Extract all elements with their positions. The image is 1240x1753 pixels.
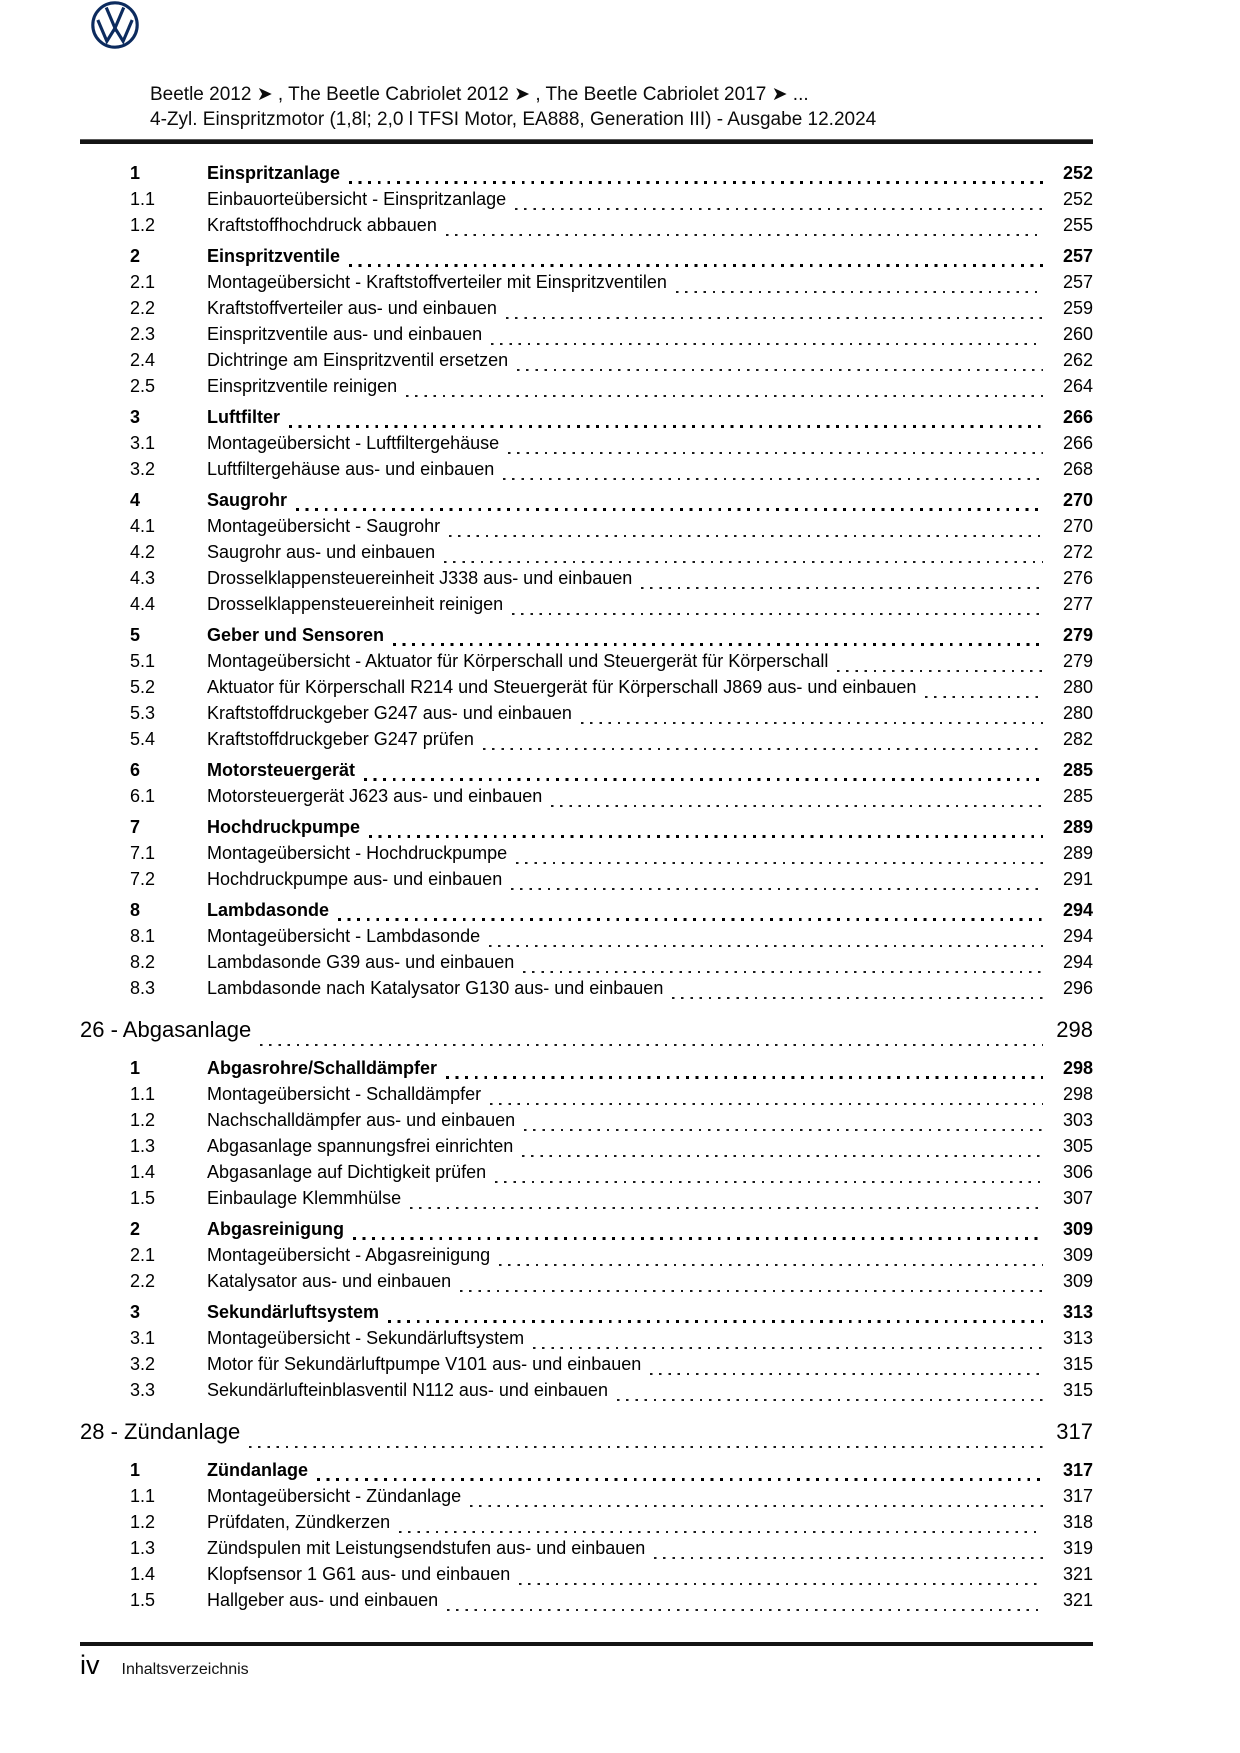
toc-entry-title: Zündspulen mit Leistungsendstufen aus- und einbauen <box>207 1538 646 1558</box>
toc-entry-row[interactable] <box>80 246 1093 272</box>
toc-entry-row[interactable] <box>80 625 1093 651</box>
toc-entry-title: Montageübersicht - Hochdruckpumpe <box>207 843 508 863</box>
toc-entry-title: Einspritzanlage <box>207 163 341 183</box>
toc-entry-title: Sekundärlufteinblasventil N112 aus- und einbauen <box>207 1380 608 1400</box>
footer-page-number: iv <box>80 1650 100 1680</box>
toc-entry-row[interactable] <box>80 1460 1093 1486</box>
toc-entry-title: Montageübersicht - Lambdasonde <box>207 926 481 946</box>
toc-entry-title: Lambdasonde nach Katalysator G130 aus- und einbauen <box>207 978 664 998</box>
toc-entry-page: 309 <box>1062 1219 1093 1239</box>
dot-leader <box>508 452 1043 454</box>
toc-entry-number: 3 <box>130 407 141 427</box>
toc-entry-number: 5 <box>130 625 141 645</box>
toc-entry-page: 270 <box>1062 516 1093 536</box>
toc-entry-number: 7.1 <box>130 843 156 863</box>
toc-entry-page: 313 <box>1062 1328 1093 1348</box>
toc-entry-row[interactable] <box>80 729 1093 755</box>
toc-entry-row[interactable] <box>80 1219 1093 1245</box>
dot-leader <box>512 613 1043 615</box>
toc-entry-number: 5.2 <box>130 677 156 697</box>
toc-entry-page: 277 <box>1062 594 1093 614</box>
toc-entry-row[interactable] <box>80 1590 1093 1616</box>
toc-entry-row[interactable] <box>80 843 1093 869</box>
toc-entry-title: Luftfilter <box>207 407 280 427</box>
toc-entry-row[interactable] <box>80 1328 1093 1354</box>
dot-leader <box>672 997 1043 999</box>
toc-entry-number: 2.1 <box>130 272 156 292</box>
toc-entry-number: 4.1 <box>130 516 156 536</box>
toc-entry-title: Einspritzventile reinigen <box>207 376 398 396</box>
toc-entry-title: Montageübersicht - Saugrohr <box>207 516 441 536</box>
dot-leader <box>289 425 1043 428</box>
toc-entry-row[interactable] <box>80 978 1093 1004</box>
toc-entry-number: 1.2 <box>130 215 156 235</box>
toc-entry-page: 279 <box>1062 625 1093 645</box>
toc-entry-row[interactable] <box>80 926 1093 952</box>
toc-chapter-row[interactable] <box>80 1419 1093 1455</box>
toc-entry-row[interactable] <box>80 516 1093 542</box>
toc-entry-title: Kraftstoffdruckgeber G247 prüfen <box>207 729 474 749</box>
dot-leader <box>483 748 1043 750</box>
toc-entry-title: Montageübersicht - Zündanlage <box>207 1486 462 1506</box>
dot-leader <box>499 1264 1043 1266</box>
toc-entry-title: Hallgeber aus- und einbauen <box>207 1590 439 1610</box>
toc-entry-title: Einbauorteübersicht - Einspritzanlage <box>207 189 507 209</box>
toc-entry-page: 268 <box>1062 459 1093 479</box>
toc-entry-row[interactable] <box>80 1380 1093 1406</box>
toc-entry-title: Montageübersicht - Aktuator für Körperschall und Steuergerät für Körperschall <box>207 651 829 671</box>
dot-leader <box>506 317 1043 319</box>
toc-entry-page: 309 <box>1062 1245 1093 1265</box>
toc-entry-title: Montageübersicht - Schalldämpfer <box>207 1084 482 1104</box>
toc-entry-title: Sekundärluftsystem <box>207 1302 380 1322</box>
toc-entry-row[interactable] <box>80 651 1093 677</box>
toc-entry-row[interactable] <box>80 869 1093 895</box>
toc-entry-page: 285 <box>1062 760 1093 780</box>
toc-entry-page: 260 <box>1062 324 1093 344</box>
toc-entry-page: 319 <box>1062 1538 1093 1558</box>
toc-entry-page: 317 <box>1062 1460 1093 1480</box>
dot-leader <box>260 1044 1043 1046</box>
toc-entry-row[interactable] <box>80 1084 1093 1110</box>
toc-entry-title: Kraftstoffhochdruck abbauen <box>207 215 437 235</box>
dot-leader <box>490 1103 1043 1105</box>
toc-entry-number: 1.2 <box>130 1110 156 1130</box>
toc-entry-title: Klopfsensor 1 G61 aus- und einbauen <box>207 1564 511 1584</box>
toc-entry-number: 4.2 <box>130 542 156 562</box>
toc-entry-page: 294 <box>1062 952 1093 972</box>
toc-entry-page: 285 <box>1062 786 1093 806</box>
dot-leader <box>533 1347 1043 1349</box>
toc-entry-number: 5.3 <box>130 703 156 723</box>
dot-leader <box>449 535 1043 537</box>
toc-entry-page: 291 <box>1062 869 1093 889</box>
toc-entry-number: 8.1 <box>130 926 156 946</box>
dot-leader <box>551 805 1043 807</box>
dot-leader <box>523 971 1043 973</box>
toc-entry-page: 252 <box>1062 163 1093 183</box>
toc-entry-row[interactable] <box>80 1538 1093 1564</box>
toc-entry-title: Einspritzventile aus- und einbauen <box>207 324 483 344</box>
toc-entry-row[interactable] <box>80 568 1093 594</box>
toc-entry-page: 276 <box>1062 568 1093 588</box>
page-footer <box>80 1642 1093 1680</box>
dot-leader <box>491 343 1043 345</box>
toc-entry-row[interactable] <box>80 1271 1093 1297</box>
dot-leader <box>393 643 1043 646</box>
toc-entry-title: Kraftstoffverteiler aus- und einbauen <box>207 298 497 318</box>
footer-line <box>80 1650 1093 1680</box>
toc-entry-row[interactable] <box>80 433 1093 459</box>
toc-entry-number: 2.2 <box>130 1271 156 1291</box>
toc-entry-number: 7.2 <box>130 869 156 889</box>
toc-entry-number: 5.4 <box>130 729 156 749</box>
toc-entry-row[interactable] <box>80 1354 1093 1380</box>
dot-leader <box>349 264 1043 267</box>
dot-leader <box>460 1290 1043 1292</box>
toc-entry-number: 1.5 <box>130 1590 156 1610</box>
toc-entry-number: 5.1 <box>130 651 156 671</box>
toc-entry-title: Dichtringe am Einspritzventil ersetzen <box>207 350 509 370</box>
toc-entry-page: 272 <box>1062 542 1093 562</box>
toc-entry-title: Motorsteuergerät <box>207 760 356 780</box>
toc-chapter-page: 298 <box>1056 1017 1093 1042</box>
toc-entry-title: Geber und Sensoren <box>207 625 385 645</box>
toc-entry-number: 2.3 <box>130 324 156 344</box>
toc-entry-number: 3.2 <box>130 1354 156 1374</box>
dot-leader <box>296 508 1043 511</box>
toc-entry-title: Aktuator für Körperschall R214 und Steuergerät für Körperschall J869 aus- und einbauen <box>207 677 917 697</box>
toc-chapter-label: 28 - Zündanlage <box>80 1419 241 1444</box>
toc-entry-page: 266 <box>1062 433 1093 453</box>
dot-leader <box>524 1129 1043 1131</box>
dot-leader <box>406 395 1043 397</box>
dot-leader <box>503 478 1043 480</box>
toc-entry-page: 303 <box>1062 1110 1093 1130</box>
toc-entry-page: 315 <box>1062 1354 1093 1374</box>
toc-entry-number: 4 <box>130 490 141 510</box>
toc-entry-page: 257 <box>1062 246 1093 266</box>
toc-entry-number: 2.1 <box>130 1245 156 1265</box>
toc-entry-number: 1.1 <box>130 1084 156 1104</box>
toc-entry-page: 296 <box>1062 978 1093 998</box>
toc-entry-title: Motor für Sekundärluftpumpe V101 aus- und einbauen <box>207 1354 642 1374</box>
toc-entry-row[interactable] <box>80 1245 1093 1271</box>
toc-chapter-page: 317 <box>1056 1419 1093 1444</box>
toc-entry-page: 282 <box>1062 729 1093 749</box>
toc-entry-page: 317 <box>1062 1486 1093 1506</box>
toc-entry-page: 252 <box>1062 189 1093 209</box>
dot-leader <box>410 1207 1043 1209</box>
toc-entry-page: 315 <box>1062 1380 1093 1400</box>
toc-entry-row[interactable] <box>80 952 1093 978</box>
toc-entry-page: 294 <box>1062 900 1093 920</box>
header-model-line: Beetle 2012 ➤ , The Beetle Cabriolet 2012 ➤ , The Beetle Cabriolet 2017 ➤ ... <box>150 84 809 105</box>
dot-leader <box>517 369 1043 371</box>
toc-entry-row[interactable] <box>80 1512 1093 1538</box>
toc-entry-row[interactable] <box>80 1302 1093 1328</box>
dot-leader <box>470 1505 1043 1507</box>
toc-entry-number: 8.2 <box>130 952 156 972</box>
toc-entry-row[interactable] <box>80 298 1093 324</box>
dot-leader <box>654 1557 1043 1559</box>
toc-entry-page: 257 <box>1062 272 1093 292</box>
toc-entry-title: Abgasrohre/Schalldämpfer <box>207 1058 438 1078</box>
dot-leader <box>369 835 1043 838</box>
dot-leader <box>349 181 1043 184</box>
toc-entry-number: 1.4 <box>130 1564 156 1584</box>
toc-entry-title: Einspritzventile <box>207 246 341 266</box>
toc-entry-number: 3.2 <box>130 459 156 479</box>
toc-entry-title: Montageübersicht - Sekundärluftsystem <box>207 1328 525 1348</box>
toc-entry-row[interactable] <box>80 1136 1093 1162</box>
dot-leader <box>515 208 1043 210</box>
dot-leader <box>364 778 1043 781</box>
dot-leader <box>617 1399 1043 1401</box>
toc-entry-page: 264 <box>1062 376 1093 396</box>
toc-entry-number: 4.4 <box>130 594 156 614</box>
toc-entry-row[interactable] <box>80 677 1093 703</box>
toc-entry-page: 280 <box>1062 677 1093 697</box>
toc-entry-number: 2.4 <box>130 350 156 370</box>
dot-leader <box>338 918 1043 921</box>
toc-entry-row[interactable] <box>80 407 1093 433</box>
dot-leader <box>519 1583 1043 1585</box>
toc-entry-title: Hochdruckpumpe aus- und einbauen <box>207 869 503 889</box>
toc-entry-row[interactable] <box>80 786 1093 812</box>
page-header <box>80 0 1093 144</box>
dot-leader <box>489 945 1043 947</box>
toc-entry-row[interactable] <box>80 760 1093 786</box>
toc-entry-number: 3 <box>130 1302 141 1322</box>
toc-entry-page: 270 <box>1062 490 1093 510</box>
toc-entry-title: Nachschalldämpfer aus- und einbauen <box>207 1110 516 1130</box>
toc-entry-number: 1.4 <box>130 1162 156 1182</box>
toc-entry-row[interactable] <box>80 272 1093 298</box>
footer-divider <box>80 1642 1093 1646</box>
dot-leader <box>444 561 1043 563</box>
toc-entry-title: Drosselklappensteuereinheit J338 aus- und einbauen <box>207 568 633 588</box>
toc-entry-row[interactable] <box>80 163 1093 189</box>
toc-entry-number: 1 <box>130 1058 141 1078</box>
toc-entry-page: 313 <box>1062 1302 1093 1322</box>
toc-entry-row[interactable] <box>80 459 1093 485</box>
toc-entry-row[interactable] <box>80 1162 1093 1188</box>
dot-leader <box>317 1478 1043 1481</box>
toc-entry-row[interactable] <box>80 1110 1093 1136</box>
toc-entry-number: 3.1 <box>130 433 156 453</box>
toc-entry-number: 6.1 <box>130 786 156 806</box>
dot-leader <box>446 234 1043 236</box>
header-engine-line: 4-Zyl. Einspritzmotor (1,8l; 2,0 l TFSI Motor, EA888, Generation III) - Ausgabe 12.2024 <box>150 109 877 130</box>
toc-entry-number: 4.3 <box>130 568 156 588</box>
toc-entry-row[interactable] <box>80 1188 1093 1214</box>
toc-entry-page: 259 <box>1062 298 1093 318</box>
dot-leader <box>495 1181 1043 1183</box>
dot-leader <box>447 1609 1043 1611</box>
toc-entry-page: 321 <box>1062 1590 1093 1610</box>
toc-entry-title: Montageübersicht - Luftfiltergehäuse <box>207 433 500 453</box>
toc-entry-title: Luftfiltergehäuse aus- und einbauen <box>207 459 495 479</box>
toc-entry-page: 298 <box>1062 1058 1093 1078</box>
toc-entry-number: 2 <box>130 246 141 266</box>
toc-entry-title: Abgasanlage auf Dichtigkeit prüfen <box>207 1162 487 1182</box>
dot-leader <box>388 1320 1043 1323</box>
toc-entry-number: 2.5 <box>130 376 156 396</box>
toc-entry-number: 1.3 <box>130 1136 156 1156</box>
toc-entry-page: 305 <box>1062 1136 1093 1156</box>
toc-entry-number: 1.3 <box>130 1538 156 1558</box>
toc-entry-page: 279 <box>1062 651 1093 671</box>
toc-chapter-label: 26 - Abgasanlage <box>80 1017 252 1042</box>
toc-entry-row[interactable] <box>80 1486 1093 1512</box>
toc-entry-page: 294 <box>1062 926 1093 946</box>
dot-leader <box>511 888 1043 890</box>
toc-entry-number: 1.1 <box>130 1486 156 1506</box>
header-title-block <box>150 82 1093 132</box>
toc-entry-title: Zündanlage <box>207 1460 309 1480</box>
toc-entry-page: 321 <box>1062 1564 1093 1584</box>
toc-entry-page: 289 <box>1062 843 1093 863</box>
toc-entry-title: Drosselklappensteuereinheit reinigen <box>207 594 504 614</box>
toc-entry-page: 262 <box>1062 350 1093 370</box>
toc-entry-row[interactable] <box>80 324 1093 350</box>
toc-entry-row[interactable] <box>80 594 1093 620</box>
toc-entry-row[interactable] <box>80 350 1093 376</box>
toc-entry-number: 1.5 <box>130 1188 156 1208</box>
dot-leader <box>249 1446 1043 1448</box>
toc-entry-number: 7 <box>130 817 141 837</box>
dot-leader <box>837 670 1043 672</box>
dot-leader <box>676 291 1043 293</box>
toc-entry-page: 298 <box>1062 1084 1093 1104</box>
toc-entry-page: 309 <box>1062 1271 1093 1291</box>
toc-entry-number: 2 <box>130 1219 141 1239</box>
dot-leader <box>650 1373 1043 1375</box>
toc-entry-row[interactable] <box>80 189 1093 215</box>
toc-entry-title: Kraftstoffdruckgeber G247 aus- und einbauen <box>207 703 572 723</box>
toc-entry-number: 1.1 <box>130 189 156 209</box>
toc-entry-title: Hochdruckpumpe <box>207 817 361 837</box>
toc-entry-number: 1 <box>130 1460 141 1480</box>
dot-leader <box>516 862 1043 864</box>
toc-entry-title: Saugrohr aus- und einbauen <box>207 542 436 562</box>
toc-entry-row[interactable] <box>80 1058 1093 1084</box>
toc-entry-number: 1.2 <box>130 1512 156 1532</box>
dot-leader <box>581 722 1043 724</box>
toc-entry-title: Lambdasonde G39 aus- und einbauen <box>207 952 515 972</box>
toc-entry-number: 6 <box>130 760 141 780</box>
toc-entry-page: 280 <box>1062 703 1093 723</box>
dot-leader <box>522 1155 1043 1157</box>
toc-entry-title: Prüfdaten, Zündkerzen <box>207 1512 391 1532</box>
toc-entry-row[interactable] <box>80 215 1093 241</box>
toc-entry-number: 1 <box>130 163 141 183</box>
dot-leader <box>925 696 1043 698</box>
toc-entry-row[interactable] <box>80 817 1093 843</box>
vw-logo <box>90 0 140 50</box>
toc-entry-title: Einbaulage Klemmhülse <box>207 1188 402 1208</box>
toc-entry-title: Montageübersicht - Kraftstoffverteiler mit Einspritzventilen <box>207 272 667 292</box>
toc-entry-page: 289 <box>1062 817 1093 837</box>
toc-entry-title: Saugrohr <box>207 490 288 510</box>
page-content <box>80 0 1093 1616</box>
toc <box>80 163 1093 1616</box>
dot-leader <box>353 1237 1043 1240</box>
toc-entry-page: 266 <box>1062 407 1093 427</box>
toc-entry-row[interactable] <box>80 490 1093 516</box>
toc-entry-title: Katalysator aus- und einbauen <box>207 1271 452 1291</box>
toc-entry-number: 8 <box>130 900 141 920</box>
toc-entry-row[interactable] <box>80 703 1093 729</box>
dot-leader <box>641 587 1043 589</box>
footer-section-label: Inhaltsverzeichnis <box>121 1661 249 1678</box>
toc-entry-row[interactable] <box>80 1564 1093 1590</box>
toc-entry-page: 306 <box>1062 1162 1093 1182</box>
toc-entry-title: Abgasreinigung <box>207 1219 345 1239</box>
header-divider <box>80 139 1093 144</box>
toc-entry-page: 255 <box>1062 215 1093 235</box>
toc-entry-title: Montageübersicht - Abgasreinigung <box>207 1245 491 1265</box>
toc-entry-page: 318 <box>1062 1512 1093 1532</box>
toc-entry-title: Abgasanlage spannungsfrei einrichten <box>207 1136 514 1156</box>
toc-entry-row[interactable] <box>80 542 1093 568</box>
toc-entry-number: 2.2 <box>130 298 156 318</box>
toc-entry-number: 3.1 <box>130 1328 156 1348</box>
toc-chapter-row[interactable] <box>80 1017 1093 1053</box>
toc-entry-title: Motorsteuergerät J623 aus- und einbauen <box>207 786 543 806</box>
dot-leader <box>399 1531 1043 1533</box>
toc-entry-row[interactable] <box>80 376 1093 402</box>
toc-entry-row[interactable] <box>80 900 1093 926</box>
toc-entry-number: 8.3 <box>130 978 156 998</box>
toc-entry-number: 3.3 <box>130 1380 156 1400</box>
toc-entry-title: Lambdasonde <box>207 900 330 920</box>
toc-entry-page: 307 <box>1062 1188 1093 1208</box>
dot-leader <box>446 1076 1043 1079</box>
